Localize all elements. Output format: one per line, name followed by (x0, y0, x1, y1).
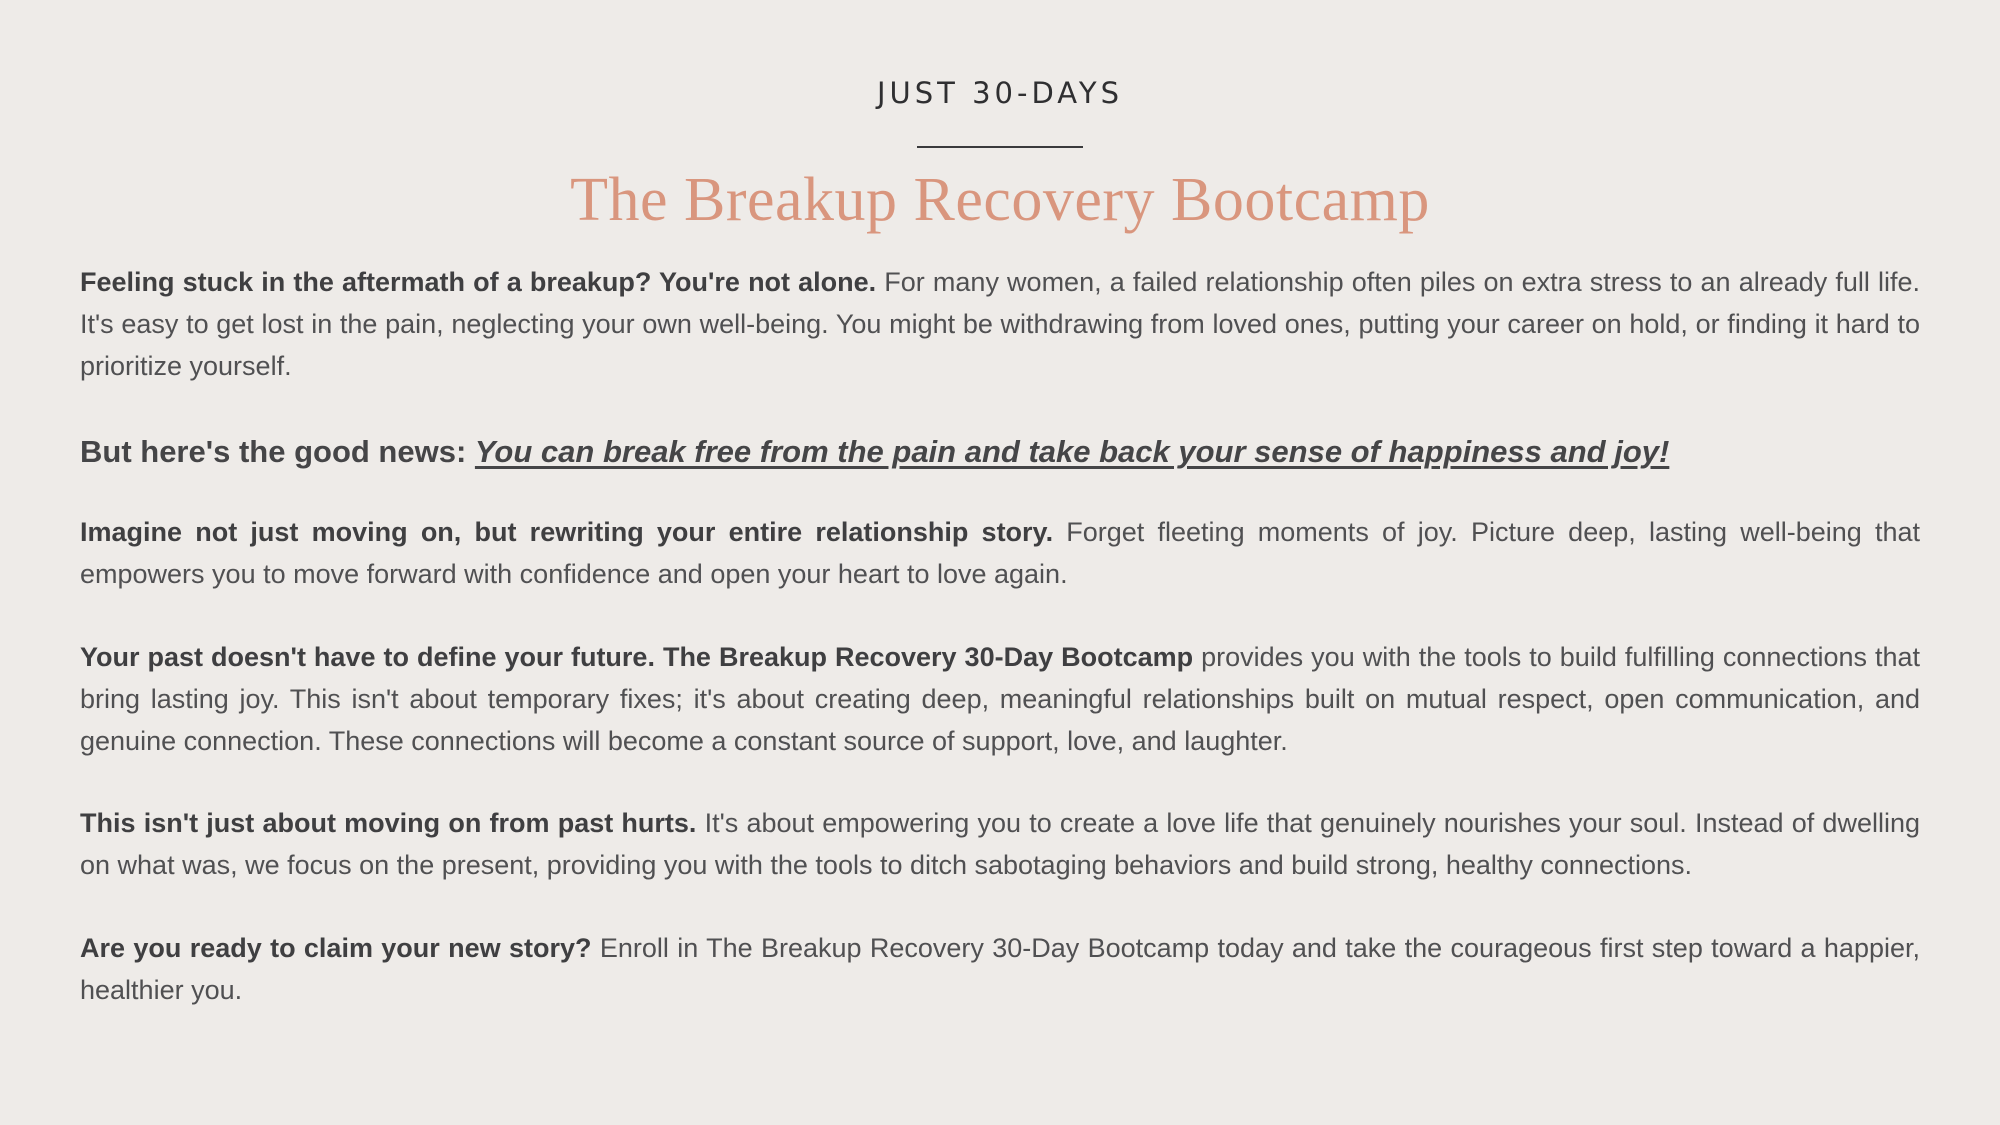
moving-on-text: It's about empowering you to create a love life that genuinely nourishes your soul. Instead of dwelling on what was, we focus on the present, providing you with the tools to ditch sabotaging behaviors and build strong, healthy connections. (80, 808, 1920, 881)
imagine-paragraph (80, 512, 1920, 596)
header-divider (917, 146, 1083, 148)
imagine-bold-lead: Imagine not just moving on, but rewriting your entire relationship story. (80, 517, 1054, 548)
imagine-text: Forget fleeting moments of joy. Picture deep, lasting well-being that empowers you to move forward with confidence and open your heart to love again. (80, 517, 1920, 590)
intro-paragraph (80, 262, 1920, 387)
good-news-line (80, 430, 1920, 474)
body-content (80, 262, 1920, 1012)
past-bold-lead: Your past doesn't have to define your future. The Breakup Recovery 30-Day Bootcamp (80, 641, 1194, 672)
past-text: provides you with the tools to build fulfilling connections that bring lasting joy. This isn't about temporary fixes; it's about creating deep, meaningful relationships built on mutual respect, open communication, and genuine connection. These connections will become a constant source of support, love, and laughter. (80, 641, 1921, 756)
call-to-action-paragraph (80, 928, 1920, 1012)
eyebrow-label: JUST 30-DAYS (876, 76, 1123, 110)
past-paragraph (80, 637, 1920, 762)
good-news-lead: But here's the good news: (80, 434, 475, 470)
page-title: The Breakup Recovery Bootcamp (570, 166, 1430, 234)
good-news-emphasis: You can break free from the pain and take back your sense of happiness and joy! (474, 434, 1670, 470)
intro-text: For many women, a failed relationship often piles on extra stress to an already full life. It's easy to get lost in the pain, neglecting your own well-being. You might be withdrawing from loved ones, putting your career on hold, or finding it hard to prioritize yourself. (80, 267, 1921, 381)
moving-on-bold-lead: This isn't just about moving on from past hurts. (80, 808, 697, 839)
call-to-action-bold-lead: Are you ready to claim your new story? (80, 932, 592, 963)
moving-on-paragraph (80, 803, 1920, 887)
intro-bold-lead: Feeling stuck in the aftermath of a breakup? You're not alone. (80, 267, 877, 297)
call-to-action-text: Enroll in The Breakup Recovery 30-Day Bootcamp today and take the courageous first step toward a happier, healthier you. (80, 932, 1920, 1005)
